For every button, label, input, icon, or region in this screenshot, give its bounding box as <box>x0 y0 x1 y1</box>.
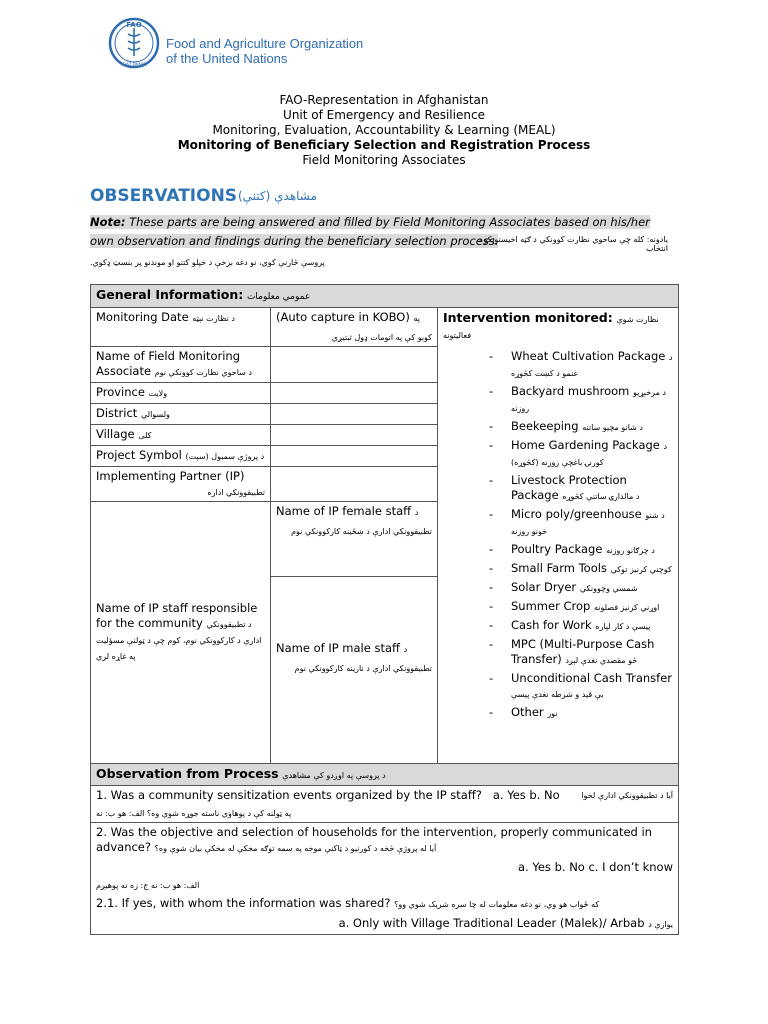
project-symbol-field[interactable] <box>271 446 438 467</box>
intervention-item[interactable]: - Solar Dryer شمسي وچوونکي <box>443 580 673 596</box>
note-rtl-1: یادونه: کله چې ساحوي نظارت کوونکي د ګټه اخیستونکو د انتخاب <box>477 235 668 253</box>
village-label: Village کلی <box>91 425 271 446</box>
monitoring-date-field[interactable]: (Auto capture in KOBO) په کوبو کې په اتومات ډول ثبتیږي <box>271 308 438 347</box>
ip-staff-cell <box>271 502 438 764</box>
female-staff-label: Name of IP female staff د تطبیقوونکي ادارې د ښځینه کارکوونکي نوم <box>271 502 437 577</box>
monitoring-date-label: Monitoring Date د نظارت نېټه <box>91 308 271 347</box>
province-field[interactable] <box>271 383 438 404</box>
intervention-item[interactable]: - MPC (Multi-Purpose Cash Transfer) څو مقصدي نغدې لېږد <box>443 637 673 668</box>
intervention-item[interactable]: - Micro poly/greenhouse د شنو خونو روزنه <box>443 507 673 539</box>
ip-label: Implementing Partner (IP) تطبیقوونکي اداره <box>91 467 271 502</box>
intervention-item[interactable]: - Cash for Work پیسې د کار لپاره <box>443 618 673 634</box>
intervention-item[interactable]: - Unconditional Cash Transfer بې قید و شرطه نغدې پیسې <box>443 671 673 702</box>
svg-text:FAO: FAO <box>126 21 142 29</box>
fao-emblem-icon <box>108 16 160 72</box>
intervention-item[interactable]: - Other نور <box>443 705 673 721</box>
general-info-header: General Information: عمومي معلومات <box>91 285 679 308</box>
note-rtl-2: پروسې څارنې کوي، نو دغه برخې د خپلو کتنو او موندنو پر بنسټ ډکوي. <box>90 258 325 267</box>
district-label: District ولسوالي <box>91 404 271 425</box>
district-field[interactable] <box>271 404 438 425</box>
ip-staff-label: Name of IP staff responsible for the community د تطبیقوونکي ادارې د کارکوونکي نوم، کوم چې د ټولنې مسؤلیت په غاړه لري <box>91 502 271 764</box>
observations-title: OBSERVATIONS <box>90 186 238 206</box>
village-field[interactable] <box>271 425 438 446</box>
header-line-5: Field Monitoring Associates <box>302 153 466 167</box>
svg-text:FIAT PANIS: FIAT PANIS <box>122 63 146 68</box>
q2-options[interactable]: a. Yes b. No c. I don’t know <box>518 860 673 874</box>
monitoring-form-table <box>90 284 679 935</box>
note-text: These parts are being answered and filled by Field Monitoring Associates based on his/her own observation and findings during the beneficiary selection process. <box>90 215 650 248</box>
process-header: Observation from Process د پروسې په اوږدو کې مشاهدې <box>91 764 679 786</box>
intervention-item[interactable]: - Wheat Cultivation Package د غنمو د کښت کڅوړه <box>443 349 673 381</box>
fao-logo <box>108 16 160 72</box>
question-2-1: 2.1. If yes, with whom the information was shared? <box>96 896 391 910</box>
observations-title-rtl: مشاهدې (کتنې) <box>238 189 317 203</box>
question-2: 2. Was the objective and selection of households for the intervention, properly communicated in advance? آیا له پروژې څخه د کورنیو د ټاکنې موخه په سمه توګه مخکې له مخکې بیان شوې وه؟ a. Yes b. No c. I don’t know الف: هو ب: نه ج: زه نه پوهیږم 2.1. If yes, with whom the information was shared? که ځواب هو وي، نو دغه معلومات له چا سره شریک شوي وو؟ a. Only with Village Traditional Leader (Malek)/ Arbab یوازې د <box>91 823 679 935</box>
document-title: Monitoring of Beneficiary Selection and Registration Process <box>177 138 591 152</box>
intervention-list <box>443 349 673 721</box>
ip-field[interactable] <box>271 467 438 502</box>
header-line-2: Unit of Emergency and Resilience <box>283 108 485 122</box>
intervention-item[interactable]: - Poultry Package د چرګانو روزنه <box>443 542 673 558</box>
male-staff-label: Name of IP male staff د تطبیقوونکي ادارې د نارینه کارکوونکي نوم <box>276 641 432 673</box>
intervention-item[interactable]: - Home Gardening Package د کورنۍ باغچې روزنه (کڅوړه) <box>443 438 673 470</box>
intervention-item[interactable]: - Small Farm Tools کوچني کرنیز توکي <box>443 561 673 577</box>
fma-name-field[interactable] <box>271 347 438 383</box>
fma-name-label: Name of Field Monitoring Associate د ساحوي نظارت کوونکي نوم <box>91 347 271 383</box>
intervention-item[interactable]: - Summer Crop اوړني کرنیز فصلونه <box>443 599 673 615</box>
intervention-item[interactable]: - Livestock Protection Package د مالدارۍ ساتنې کڅوړه <box>443 473 673 504</box>
note-label: Note: <box>90 215 126 229</box>
intervention-item[interactable]: - Beekeeping د شاتو مچیو ساتنه <box>443 419 673 435</box>
intervention-item[interactable]: - Backyard mushroom د مرخېړیو روزنه <box>443 384 673 416</box>
province-label: Province ولایت <box>91 383 271 404</box>
org-name: Food and Agriculture Organization of the United Nations <box>166 36 364 66</box>
header-line-3: Monitoring, Evaluation, Accountability & Learning (MEAL) <box>212 123 556 137</box>
project-symbol-label: Project Symbol د پروژې سمبول (سېت) <box>91 446 271 467</box>
question-1: 1. Was a community sensitization events organized by the IP staff? a. Yes b. No آیا د تطبیقوونکي ادارې لخوا په ټولنه کې د پوهاوي ناسته جوړه شوې وه؟ الف: هو ب: نه <box>91 786 679 823</box>
q21-option-a[interactable]: a. Only with Village Traditional Leader (Malek)/ Arbab یوازې د <box>338 916 673 930</box>
q1-options[interactable]: a. Yes b. No <box>492 788 560 802</box>
header-line-1: FAO-Representation in Afghanistan <box>279 93 489 107</box>
intervention-monitored-cell: Intervention monitored: نظارت شوې فعالیتونه - Wheat Cultivation Package د غنمو د کښت کڅوړه - Backyard mushroom د مرخېړیو روزنه - Beekeeping د شاتو مچیو ساتنه - Home Gardening Package د کورنۍ باغچې روزنه (کڅوړه) - Livestock Protection Package د مالدارۍ ساتنې کڅوړه - Micro poly/greenhouse د شنو خونو روزنه - Poultry Package د چرګانو روزنه - Small Farm Tools کوچني کرنیز توکي - Solar Dryer شمسي وچوونکي - Summer Crop اوړني کرنیز فصلونه - Cash for Work پیسې د کار لپاره - MPC (Multi-Purpose Cash Transfer) څو مقصدي نغدې لېږد - Unconditional Cash Transfer بې قید و شرطه نغدې پیسې - Other نور <box>438 308 679 764</box>
